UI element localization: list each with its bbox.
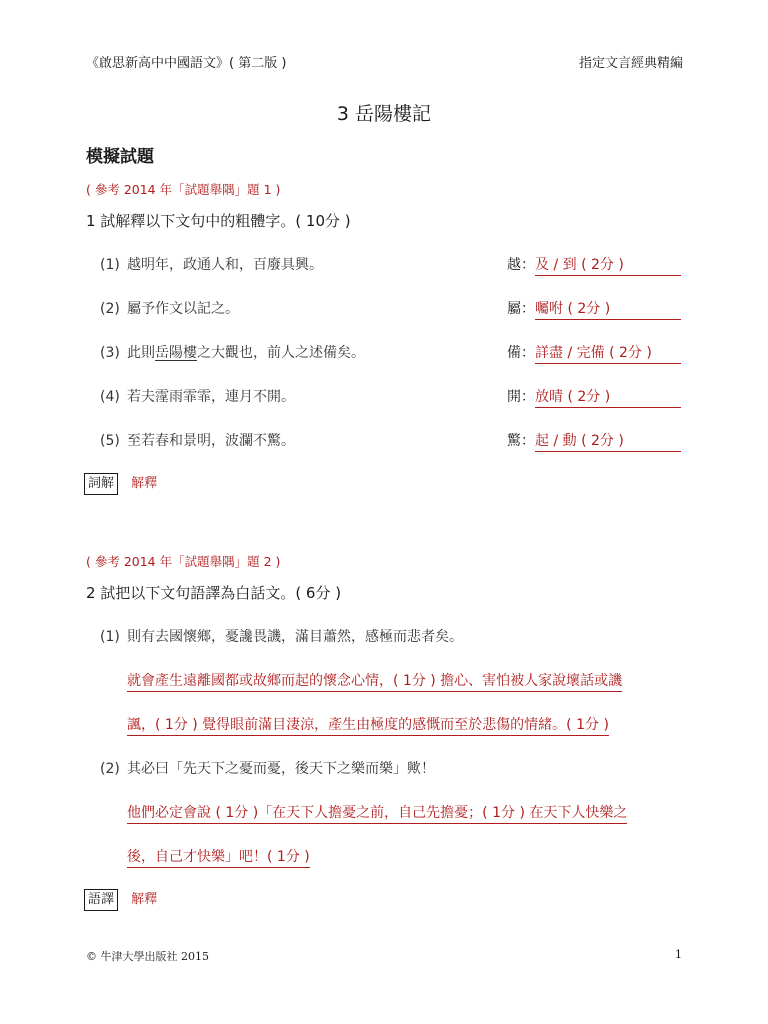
footer-copyright: © 牛津大學出版社 2015 (86, 950, 209, 963)
q2-item-2 (100, 758, 435, 778)
q1-prompt: 1 試解釋以下文句中的粗體字。( 10分 ) (86, 212, 351, 230)
answer-char: 備： (507, 345, 535, 361)
answer-text: 放晴 ( 2分 ) (535, 386, 681, 408)
q1-item-1 (100, 254, 323, 274)
page-title: 3 岳陽樓記 (336, 103, 432, 125)
item-number: (1) (100, 629, 120, 645)
item-number: (1) (100, 257, 120, 273)
section-title: 模擬試題 (86, 147, 154, 167)
q2-prompt: 2 試把以下文句語譯為白話文。( 6分 ) (86, 584, 342, 602)
q2-reference: ( 參考 2014 年「試題舉隅」題 2 ) (86, 554, 281, 569)
translation-box-label: 語譯 (84, 889, 118, 911)
q1-explanation-row (84, 472, 157, 495)
item-text: 則有去國懷鄉，憂讒畏譏，滿目蕭然，感極而悲者矣。 (127, 629, 463, 645)
item-number: (2) (100, 761, 120, 777)
item-text-before: 此則 (127, 345, 155, 361)
answer-text: 及 / 到 ( 2分 ) (535, 254, 681, 276)
q1-item-2 (100, 298, 239, 318)
q2-item-1 (100, 626, 463, 646)
item-text-underlined: 岳陽樓 (155, 345, 197, 361)
q1-item-3 (100, 342, 365, 362)
q1-item-4 (100, 386, 295, 406)
item-text: 越明年，政通人和，百廢具興。 (127, 257, 323, 273)
q2-answer-2-line-2 (127, 846, 687, 866)
answer-char: 開： (507, 389, 535, 405)
answer-text: 詳盡 / 完備 ( 2分 ) (535, 342, 681, 364)
header-book-title: 《啟思新高中中國語文》( 第二版 ) (86, 56, 287, 71)
q2-answer-1-line-1 (127, 670, 687, 690)
item-number: (2) (100, 301, 120, 317)
item-text-after: 之大觀也，前人之述備矣。 (197, 345, 365, 361)
explanation-link[interactable]: 解釋 (131, 476, 158, 491)
q1-answer-3 (507, 342, 681, 364)
item-text: 其必曰「先天下之憂而憂，後天下之樂而樂」歟！ (127, 761, 435, 777)
translation-line: 諷，( 1分 ) 覺得眼前滿目淒涼，產生由極度的感慨而至於悲傷的情緒。( 1分 ) (127, 717, 609, 736)
page-number: 1 (675, 948, 682, 961)
q1-reference: ( 參考 2014 年「試題舉隅」題 1 ) (86, 182, 281, 197)
answer-text: 囑咐 ( 2分 ) (535, 298, 681, 320)
q2-explanation-row (84, 888, 157, 911)
answer-char: 越： (507, 257, 535, 273)
answer-char: 驚： (507, 433, 535, 449)
item-number: (3) (100, 345, 120, 361)
item-number: (4) (100, 389, 120, 405)
q2-answer-2-line-1 (127, 802, 687, 822)
q1-answer-4 (507, 386, 681, 408)
item-text: 若夫霪雨霏霏，連月不開。 (127, 389, 295, 405)
translation-line: 他們必定會說 ( 1分 )「在天下人擔憂之前，自己先擔憂；( 1分 ) 在天下人快樂之 (127, 805, 627, 824)
answer-text: 起 / 動 ( 2分 ) (535, 430, 681, 452)
item-number: (5) (100, 433, 120, 449)
q1-answer-1 (507, 254, 681, 276)
header-section-name: 指定文言經典精編 (578, 56, 683, 71)
item-text: 屬予作文以記之。 (127, 301, 239, 317)
answer-char: 屬： (507, 301, 535, 317)
explanation-link[interactable]: 解釋 (131, 892, 158, 907)
q2-answer-1-line-2 (127, 714, 687, 734)
q1-answer-2 (507, 298, 681, 320)
q1-answer-5 (507, 430, 681, 452)
translation-line: 後，自己才快樂」吧！( 1分 ) (127, 849, 310, 868)
vocab-box-label: 詞解 (84, 473, 118, 495)
item-text: 至若春和景明，波瀾不驚。 (127, 433, 295, 449)
q1-item-5 (100, 430, 295, 450)
translation-line: 就會產生遠離國都或故鄉而起的懷念心情，( 1分 ) 擔心、害怕被人家說壞話或譏 (127, 673, 622, 692)
